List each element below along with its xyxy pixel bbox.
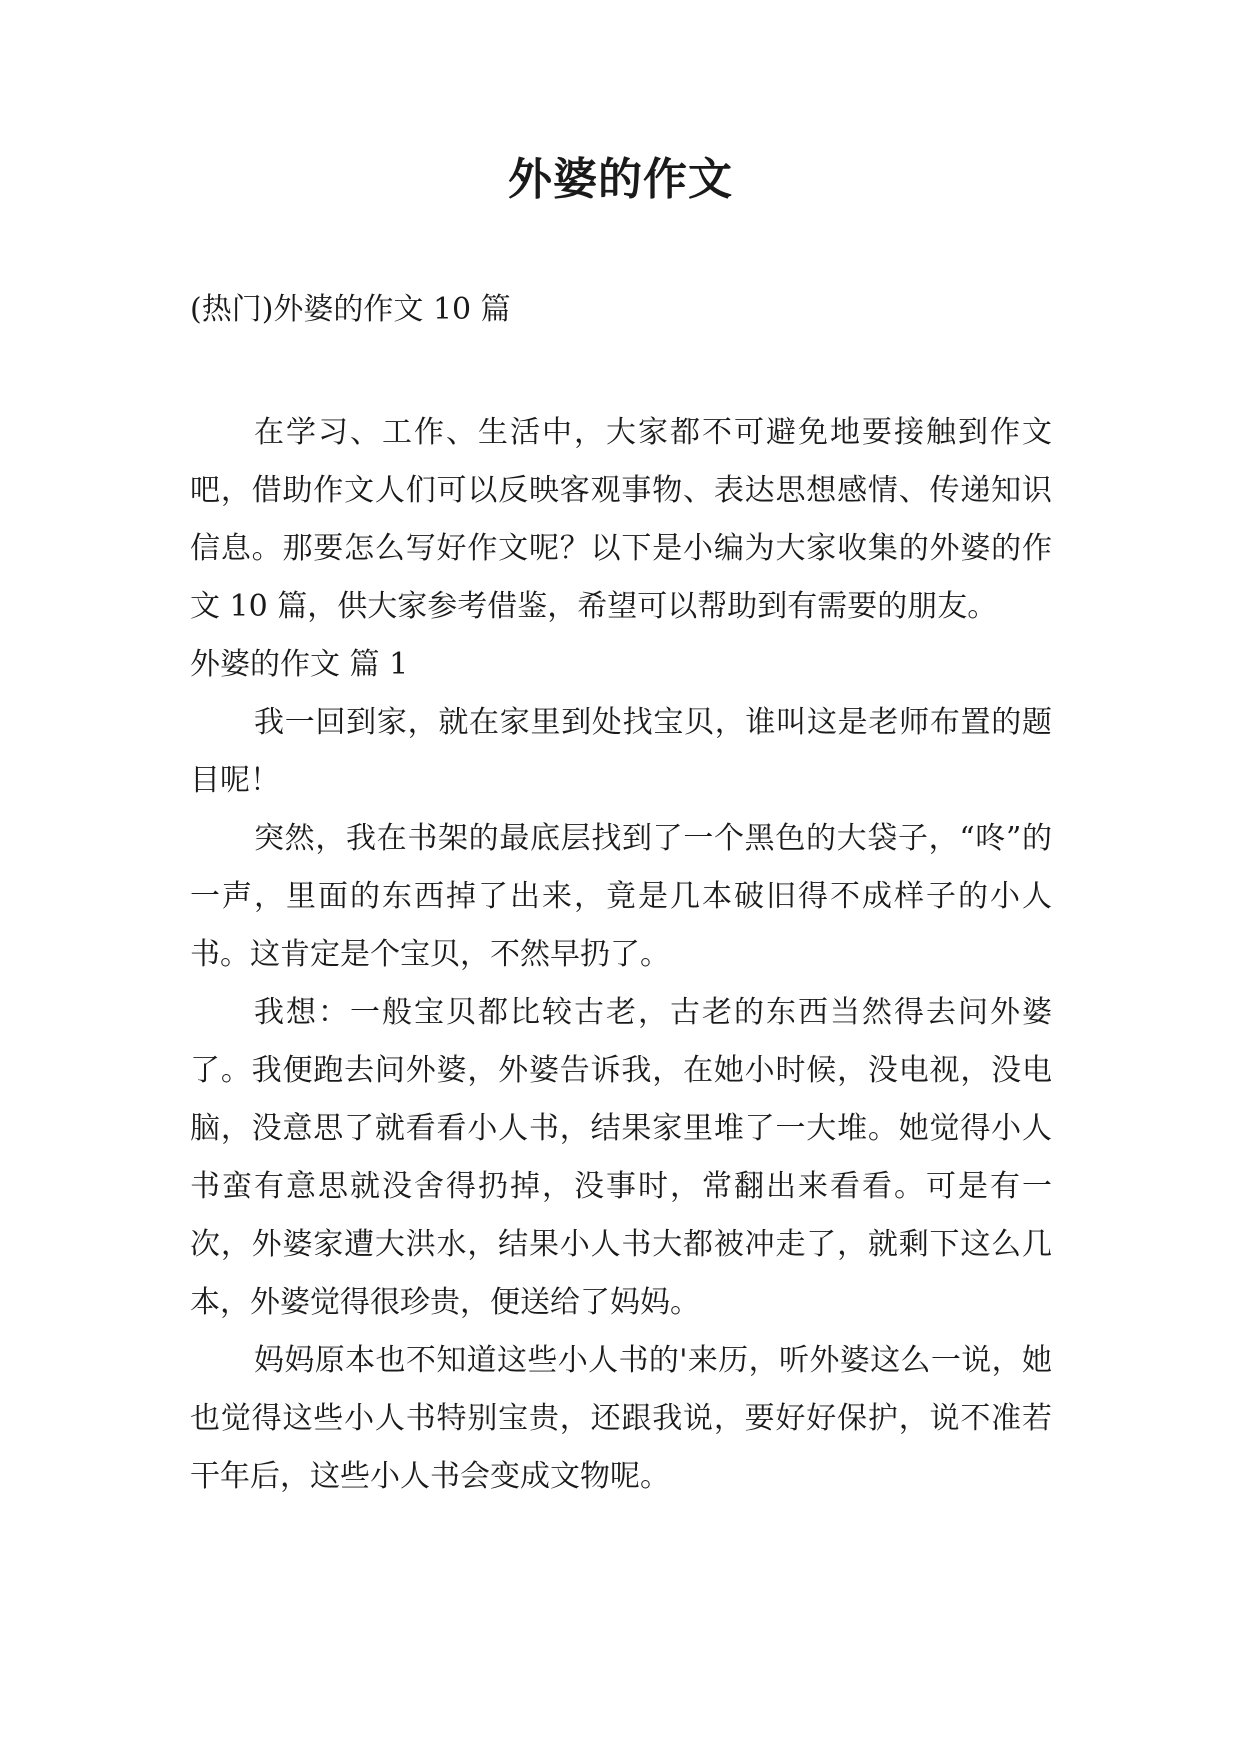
body-paragraph-4: 妈妈原本也不知道这些小人书的'来历，听外婆这么一说，她也觉得这些小人书特别宝贵，还跟我说，要好好保护，说不准若干年后，这些小人书会变成文物呢。 — [190, 1343, 1052, 1494]
section-heading: 外婆的作文 篇 1 — [190, 647, 409, 682]
intro-paragraph: 在学习、工作、生活中，大家都不可避免地要接触到作文吧，借助作文人们可以反映客观事物、表达思想感情、传递知识信息。那要怎么写好作文呢？以下是小编为大家收集的外婆的作文 10 篇，供大家参考借鉴，希望可以帮助到有需要的朋友。 — [190, 415, 1052, 624]
document-title: 外婆的作文 — [508, 154, 733, 205]
document-subtitle: (热门)外婆的作文 10 篇 — [190, 292, 511, 327]
body-paragraph-2: 突然，我在书架的最底层找到了一个黑色的大袋子，“咚”的一声，里面的东西掉了出来，竟是几本破旧得不成样子的小人书。这肯定是个宝贝，不然早扔了。 — [190, 821, 1052, 972]
document-body — [190, 404, 1052, 1506]
body-paragraph-3: 我想：一般宝贝都比较古老，古老的东西当然得去问外婆了。我便跑去问外婆，外婆告诉我，在她小时候，没电视，没电脑，没意思了就看看小人书，结果家里堆了一大堆。她觉得小人书蛮有意思就没舍得扔掉，没事时，常翻出来看看。可是有一次，外婆家遭大洪水，结果小人书大都被冲走了，就剩下这么几本，外婆觉得很珍贵，便送给了妈妈。 — [190, 995, 1052, 1320]
body-paragraph-1: 我一回到家，就在家里到处找宝贝，谁叫这是老师布置的题目呢！ — [190, 705, 1052, 798]
